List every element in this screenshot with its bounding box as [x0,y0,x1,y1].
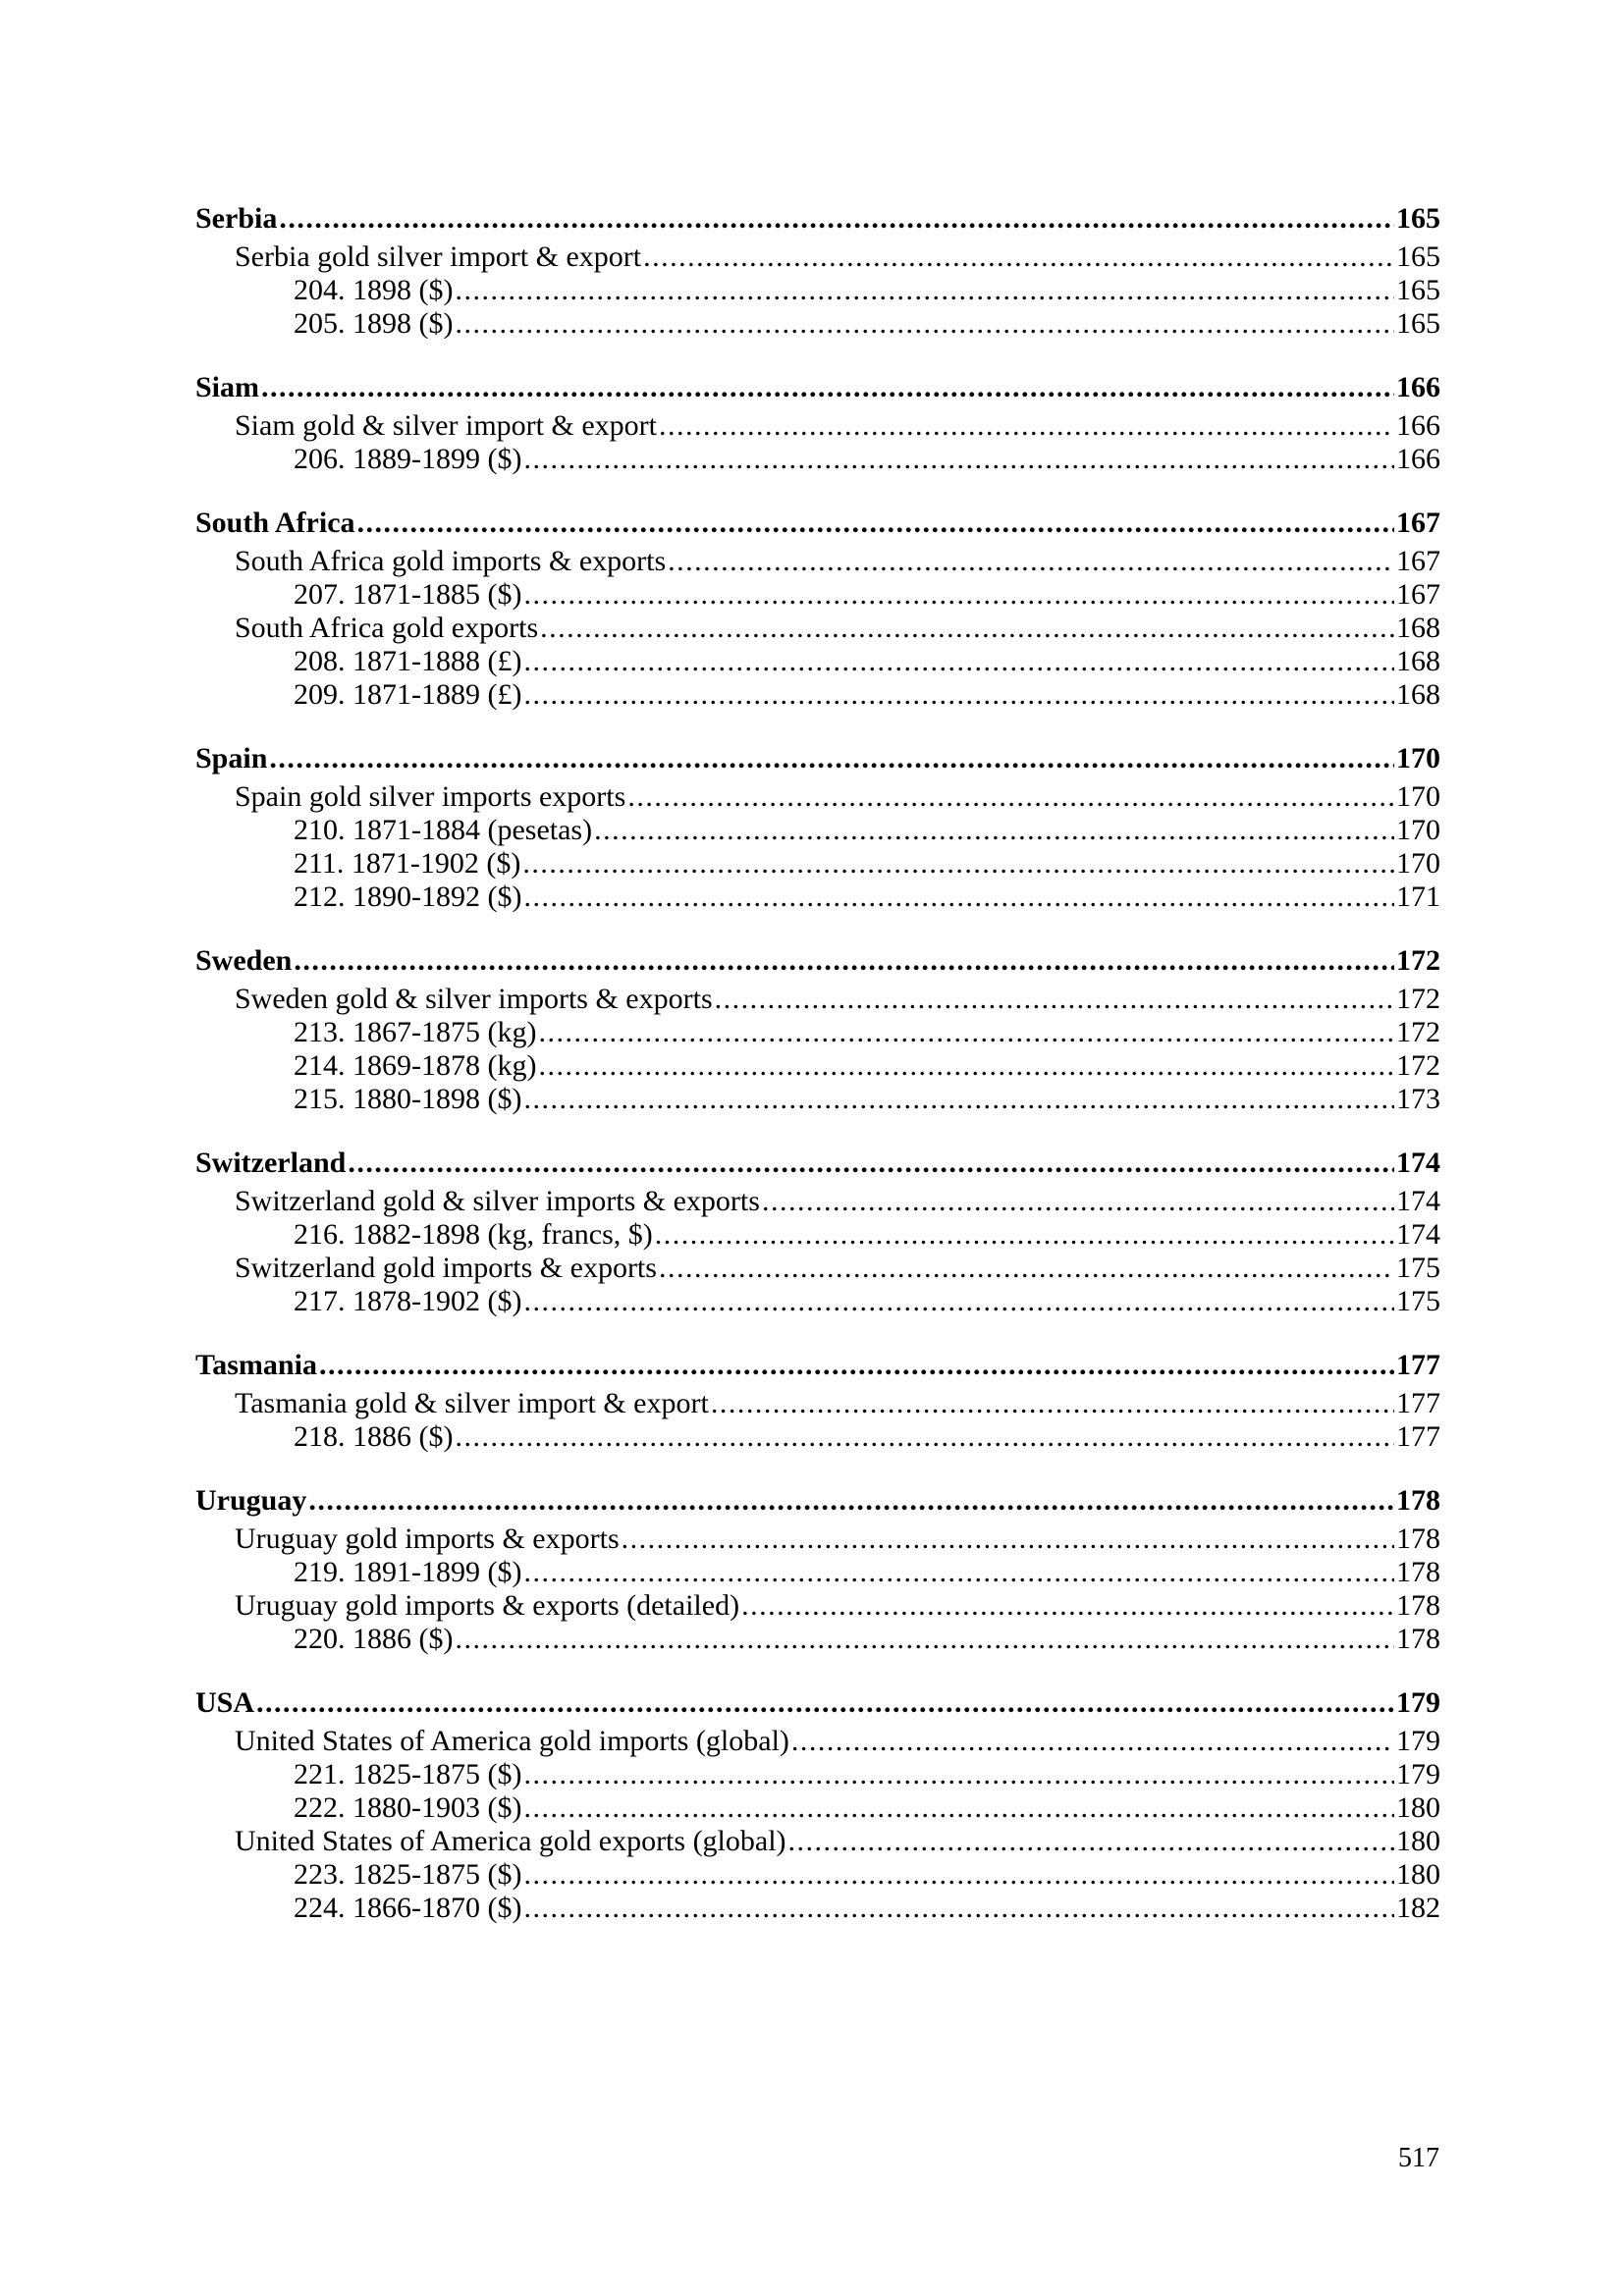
toc-entry-label: 223. 1825-1875 ($) [294,1858,522,1891]
dot-leader [523,645,1394,678]
toc-entry-page: 178 [1396,1556,1440,1588]
dot-leader [523,443,1394,476]
dot-leader [668,545,1394,578]
dot-leader [627,780,1394,814]
toc-entry-label: Spain [195,742,268,774]
toc-table-entry[interactable] [195,1420,1440,1454]
toc-entry-page: 166 [1396,371,1440,403]
toc-entry-label: 208. 1871-1888 (£) [294,645,522,677]
toc-subheading[interactable] [195,983,1440,1016]
toc-table-entry[interactable] [195,1892,1440,1925]
toc-entry-label: United States of America gold exports (global) [235,1825,786,1857]
toc-section [195,1685,1440,1925]
toc-entry-page: 170 [1396,780,1440,813]
toc-entry-page: 168 [1396,645,1440,677]
toc-entry-label: 220. 1886 ($) [294,1623,454,1655]
toc-table-entry[interactable] [195,881,1440,914]
toc-entry-label: Sweden [195,944,293,977]
toc-entry-label: 222. 1880-1903 ($) [294,1791,522,1824]
toc-entry-page: 171 [1396,881,1440,913]
toc-entry-label: United States of America gold imports (global) [235,1725,789,1757]
toc-entry-label: 213. 1867-1875 (kg) [294,1016,537,1048]
dot-leader [522,847,1394,881]
toc-country-heading[interactable] [195,1483,1440,1519]
toc-section [195,741,1440,914]
toc-table-entry[interactable] [195,1049,1440,1083]
toc-entry-label: South Africa [195,507,355,539]
toc-subheading[interactable] [195,1725,1440,1758]
toc-entry-label: Spain gold silver imports exports [235,780,626,813]
toc-entry-page: 179 [1396,1686,1440,1719]
toc-entry-page: 178 [1396,1589,1440,1622]
toc-entry-page: 167 [1396,578,1440,611]
toc-entry-label: 207. 1871-1885 ($) [294,578,522,611]
toc-country-heading[interactable] [195,1348,1440,1383]
toc-subheading[interactable] [195,1589,1440,1623]
toc-entry-page: 165 [1396,274,1440,306]
toc-table-entry[interactable] [195,1218,1440,1252]
dot-leader [256,1685,1394,1721]
toc-entry-page: 178 [1396,1623,1440,1655]
toc-entry-label: 217. 1878-1902 ($) [294,1285,522,1317]
toc-country-heading[interactable] [195,506,1440,541]
dot-leader [715,983,1394,1016]
toc-entry-page: 179 [1396,1758,1440,1790]
toc-subheading[interactable] [195,1252,1440,1285]
toc-section [195,1483,1440,1656]
dot-leader [269,741,1394,776]
toc-entry-label: Sweden gold & silver imports & exports [235,983,713,1015]
dot-leader [523,881,1394,914]
toc-entry-page: 178 [1396,1484,1440,1517]
toc-subheading[interactable] [195,780,1440,814]
toc-section [195,1146,1440,1318]
toc-entry-page: 170 [1396,742,1440,774]
table-of-contents [195,201,1440,1954]
toc-entry-label: 216. 1882-1898 (kg, francs, $) [294,1218,653,1251]
toc-entry-page: 167 [1396,545,1440,577]
dot-leader [319,1348,1394,1383]
toc-entry-label: Switzerland gold & silver imports & exports [235,1185,760,1217]
toc-table-entry[interactable] [195,1758,1440,1791]
toc-country-heading[interactable] [195,201,1440,237]
toc-subheading[interactable] [195,545,1440,578]
toc-entry-page: 172 [1396,1016,1440,1048]
toc-entry-page: 172 [1396,983,1440,1015]
toc-entry-page: 174 [1396,1218,1440,1251]
toc-entry-page: 177 [1396,1387,1440,1419]
toc-table-entry[interactable] [195,847,1440,881]
toc-entry-label: 211. 1871-1902 ($) [294,847,521,880]
toc-table-entry[interactable] [195,678,1440,712]
dot-leader [594,814,1394,847]
toc-table-entry[interactable] [195,1016,1440,1049]
dot-leader [538,1016,1394,1049]
dot-leader [523,1758,1394,1791]
toc-entry-label: 221. 1825-1875 ($) [294,1758,522,1790]
dot-leader [643,240,1394,274]
toc-entry-page: 178 [1396,1522,1440,1555]
toc-entry-label: 204. 1898 ($) [294,274,454,306]
dot-leader [348,1146,1394,1181]
toc-entry-page: 180 [1396,1791,1440,1824]
dot-leader [523,678,1394,712]
toc-subheading[interactable] [195,240,1440,274]
dot-leader [308,1483,1394,1519]
toc-subheading[interactable] [195,1387,1440,1420]
toc-table-entry[interactable] [195,1791,1440,1825]
toc-table-entry[interactable] [195,1858,1440,1892]
dot-leader [655,1218,1394,1252]
toc-entry-label: Tasmania [195,1349,317,1381]
dot-leader [659,1252,1394,1285]
toc-entry-label: 215. 1880-1898 ($) [294,1083,522,1115]
dot-leader [279,201,1394,237]
toc-table-entry[interactable] [195,578,1440,612]
dot-leader [622,1522,1394,1556]
dot-leader [455,274,1394,307]
toc-entry-page: 182 [1396,1892,1440,1924]
toc-table-entry[interactable] [195,1285,1440,1318]
toc-entry-label: 205. 1898 ($) [294,307,454,340]
dot-leader [357,506,1394,541]
toc-entry-page: 177 [1396,1420,1440,1453]
toc-entry-page: 168 [1396,678,1440,711]
toc-entry-label: Siam [195,371,260,403]
dot-leader [523,1556,1394,1589]
toc-country-heading[interactable] [195,1685,1440,1721]
toc-section [195,506,1440,712]
toc-entry-page: 166 [1396,443,1440,475]
toc-entry-label: 209. 1871-1889 (£) [294,678,522,711]
toc-entry-page: 175 [1396,1252,1440,1284]
toc-entry-label: Tasmania gold & silver import & export [235,1387,709,1419]
toc-entry-page: 168 [1396,612,1440,644]
toc-entry-label: Uruguay gold imports & exports [235,1522,620,1555]
toc-section [195,943,1440,1116]
toc-entry-label: South Africa gold exports [235,612,539,644]
toc-country-heading[interactable] [195,741,1440,776]
toc-section [195,1348,1440,1454]
dot-leader [523,1858,1394,1892]
dot-leader [762,1185,1394,1218]
toc-entry-label: 212. 1890-1892 ($) [294,881,522,913]
dot-leader [261,370,1394,405]
toc-section [195,370,1440,476]
toc-table-entry[interactable] [195,443,1440,476]
toc-country-heading[interactable] [195,1146,1440,1181]
toc-entry-label: 214. 1869-1878 (kg) [294,1049,537,1082]
toc-country-heading[interactable] [195,370,1440,405]
toc-table-entry[interactable] [195,814,1440,847]
dot-leader [523,1285,1394,1318]
dot-leader [523,1791,1394,1825]
dot-leader [455,307,1394,341]
toc-entry-label: 218. 1886 ($) [294,1420,454,1453]
toc-entry-label: USA [195,1686,255,1719]
toc-table-entry[interactable] [195,1083,1440,1116]
dot-leader [741,1589,1394,1623]
toc-entry-page: 165 [1396,307,1440,340]
toc-entry-page: 180 [1396,1825,1440,1857]
toc-country-heading[interactable] [195,943,1440,979]
dot-leader [538,1049,1394,1083]
toc-entry-page: 175 [1396,1285,1440,1317]
toc-entry-label: 224. 1866-1870 ($) [294,1892,522,1924]
toc-entry-page: 170 [1396,847,1440,880]
toc-entry-page: 167 [1396,507,1440,539]
toc-entry-page: 173 [1396,1083,1440,1115]
toc-subheading[interactable] [195,1522,1440,1556]
toc-table-entry[interactable] [195,1623,1440,1656]
toc-entry-page: 179 [1396,1725,1440,1757]
dot-leader [523,1083,1394,1116]
toc-entry-page: 180 [1396,1858,1440,1891]
toc-subheading[interactable] [195,409,1440,443]
toc-entry-label: Uruguay gold imports & exports (detailed) [235,1589,740,1622]
toc-subheading[interactable] [195,1825,1440,1858]
toc-section [195,201,1440,341]
toc-entry-label: 219. 1891-1899 ($) [294,1556,522,1588]
dot-leader [523,1892,1394,1925]
toc-entry-label: 206. 1889-1899 ($) [294,443,522,475]
toc-entry-page: 174 [1396,1147,1440,1179]
page-number: 517 [1398,2143,1439,2173]
dot-leader [791,1725,1394,1758]
toc-table-entry[interactable] [195,1556,1440,1589]
toc-table-entry[interactable] [195,307,1440,341]
toc-entry-label: Uruguay [195,1484,307,1517]
toc-entry-label: Siam gold & silver import & export [235,409,657,442]
dot-leader [455,1420,1394,1454]
toc-entry-page: 165 [1396,240,1440,273]
toc-entry-page: 170 [1396,814,1440,846]
dot-leader [540,612,1394,645]
toc-entry-page: 177 [1396,1349,1440,1381]
toc-entry-label: Serbia gold silver import & export [235,240,642,273]
toc-entry-page: 172 [1396,944,1440,977]
toc-entry-page: 172 [1396,1049,1440,1082]
dot-leader [294,943,1394,979]
toc-subheading[interactable] [195,1185,1440,1218]
toc-subheading[interactable] [195,612,1440,645]
toc-entry-label: Serbia [195,202,278,235]
toc-entry-page: 165 [1396,202,1440,235]
dot-leader [455,1623,1394,1656]
dot-leader [711,1387,1394,1420]
toc-entry-label: South Africa gold imports & exports [235,545,667,577]
toc-table-entry[interactable] [195,645,1440,678]
dot-leader [659,409,1394,443]
toc-entry-label: 210. 1871-1884 (pesetas) [294,814,593,846]
toc-entry-label: Switzerland gold imports & exports [235,1252,657,1284]
dot-leader [788,1825,1394,1858]
toc-table-entry[interactable] [195,274,1440,307]
dot-leader [523,578,1394,612]
toc-entry-page: 166 [1396,409,1440,442]
toc-entry-label: Switzerland [195,1147,347,1179]
toc-entry-page: 174 [1396,1185,1440,1217]
